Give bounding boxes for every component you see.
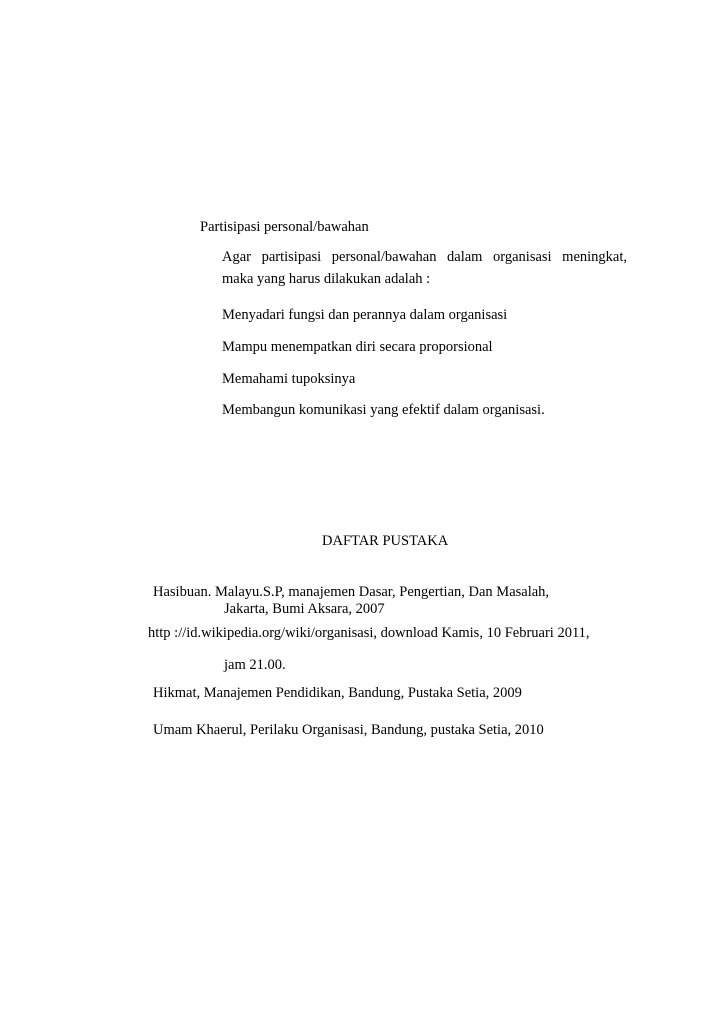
list-item: Membangun komunikasi yang efektif dalam organisasi. <box>222 402 545 418</box>
reference-entry-continuation: Jakarta, Bumi Aksara, 2007 <box>224 601 385 617</box>
reference-entry-continuation: jam 21.00. <box>224 657 286 673</box>
section-heading: Partisipasi personal/bawahan <box>200 219 369 235</box>
list-item: Mampu menempatkan diri secara proporsional <box>222 339 493 355</box>
paragraph-line-2: maka yang harus dilakukan adalah : <box>222 271 431 287</box>
reference-entry-line: Hasibuan. Malayu.S.P, manajemen Dasar, Pengertian, Dan Masalah, <box>153 584 550 600</box>
list-item: Memahami tupoksinya <box>222 371 356 387</box>
paragraph-line-1: Agar partisipasi personal/bawahan dalam organisasi meningkat, <box>222 249 627 265</box>
bibliography-title: DAFTAR PUSTAKA <box>322 533 449 549</box>
reference-entry-line: http ://id.wikipedia.org/wiki/organisasi, download Kamis, 10 Februari 2011, <box>148 625 590 641</box>
list-item: Menyadari fungsi dan perannya dalam organisasi <box>222 307 508 323</box>
reference-entry-line: Hikmat, Manajemen Pendidikan, Bandung, Pustaka Setia, 2009 <box>153 685 522 701</box>
reference-entry-line: Umam Khaerul, Perilaku Organisasi, Bandung, pustaka Setia, 2010 <box>153 722 544 738</box>
